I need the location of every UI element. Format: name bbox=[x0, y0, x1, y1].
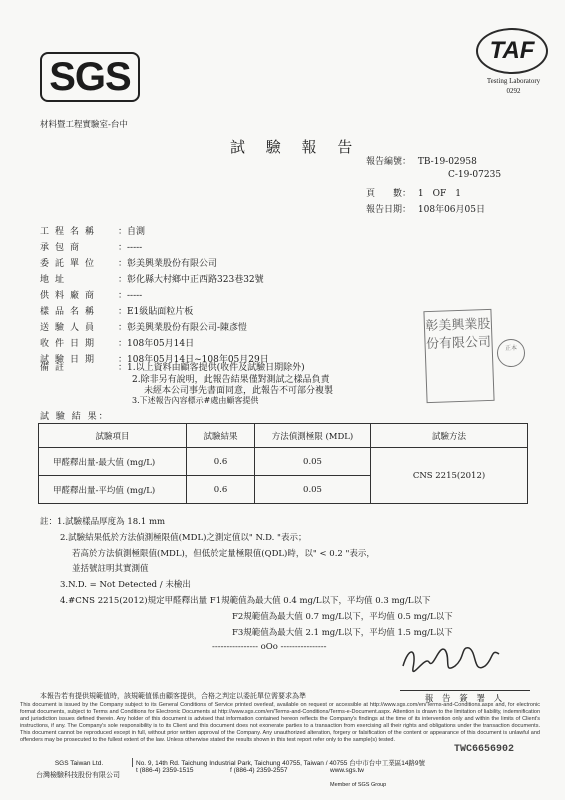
original-stamp: 正本 bbox=[497, 339, 525, 367]
field-value: ----- bbox=[127, 291, 143, 301]
field-value: ----- bbox=[127, 243, 143, 253]
field-label: 收件日期 bbox=[40, 339, 101, 349]
taf-logo: TAF bbox=[476, 28, 548, 74]
field-sample-name: 樣品名稱 ：E1級貼面粒片板 bbox=[40, 304, 193, 317]
cell-mdl: 0.05 bbox=[255, 476, 371, 504]
taf-caption-text: Testing Laboratory bbox=[486, 77, 541, 85]
field-label: 地址 bbox=[40, 275, 71, 285]
field-client: 委託單位 ：彰美興業股份有限公司 bbox=[40, 256, 217, 269]
page-count-value: 1 OF 1 bbox=[417, 189, 461, 199]
field-value: 自測 bbox=[127, 227, 146, 237]
field-value: 1.以上資料由顧客提供(收件及試驗日期除外) bbox=[127, 363, 305, 373]
field-remarks: 備註 ：1.以上資料由顧客提供(收件及試驗日期除外) bbox=[40, 360, 305, 373]
cell-result: 0.6 bbox=[187, 448, 255, 476]
spec-disclaimer: 本報告若有提供規範值時，該規範值係由顧客提供，合格之判定以委託單位需要求為準 bbox=[40, 692, 306, 700]
document-title: 試 驗 報 告 bbox=[230, 138, 361, 156]
report-number-2-value: C-19-07235 bbox=[448, 170, 502, 180]
col-header-result: 試驗結果 bbox=[187, 424, 255, 448]
field-address: 地址 ：彰化縣大村鄉中正西路323巷32號 bbox=[40, 272, 264, 285]
report-date-label: 報告日期 bbox=[366, 205, 403, 215]
note-line: 註：1.試驗樣品厚度為 18.1 mm bbox=[40, 517, 166, 527]
handwritten-signature bbox=[395, 636, 515, 686]
note-line: F2規範值為最大值 0.7 mg/L以下，平均值 0.5 mg/L以下 bbox=[232, 612, 453, 622]
field-value: 彰美興業股份有限公司 bbox=[127, 259, 218, 269]
cell-mdl: 0.05 bbox=[255, 448, 371, 476]
remark-line-3 bbox=[132, 395, 258, 406]
company-address: No. 9, 14th Rd. Taichung Industrial Park, Taichung 40755, Taiwan / 40755 台中市台中工業區14路9號 bbox=[132, 758, 425, 767]
note-line: 並括號註明其實測值 bbox=[72, 564, 149, 574]
field-contractor: 承包商 ：----- bbox=[40, 240, 142, 253]
remark-line-3-text: 3.下述報告內容標示#處由顧客提供 bbox=[132, 396, 259, 405]
cell-result: 0.6 bbox=[187, 476, 255, 504]
field-supplier: 供料廠商 ：----- bbox=[40, 288, 142, 301]
member-of-sgs: Member of SGS Group bbox=[330, 782, 387, 788]
company-name-en: SGS Taiwan Ltd. bbox=[54, 760, 104, 767]
taf-number: 0292 bbox=[506, 87, 521, 95]
company-chop-stamp: 彰美興業股份有限公司 bbox=[423, 309, 494, 403]
note-line: 3.N.D. = Not Detected / 未檢出 bbox=[60, 580, 191, 590]
results-table bbox=[38, 423, 528, 504]
field-value: 108年05月14日~108年05月29日 bbox=[127, 355, 269, 365]
page-count-label: 頁 數 bbox=[366, 189, 403, 199]
report-date-value: 108年06月05日 bbox=[417, 205, 485, 215]
table-row bbox=[39, 448, 528, 476]
field-label: 供料廠商 bbox=[40, 291, 101, 301]
lab-name: 材料暨工程實驗室-台中 bbox=[40, 120, 128, 130]
note-line: 4.#CNS 2215(2012)規定甲醛釋出量 F1規範值為最大值 0.4 mg/L以下，平均值 0.3 mg/L以下 bbox=[60, 596, 431, 606]
report-number-label: 報告編號 bbox=[366, 157, 403, 167]
field-value: E1級貼面粒片板 bbox=[127, 307, 194, 317]
note-line: F3規範值為最大值 2.1 mg/L以下，平均值 1.5 mg/L以下 bbox=[232, 628, 453, 638]
field-value: 彰化縣大村鄉中正西路323巷32號 bbox=[127, 275, 264, 285]
col-header-mdl: 方法偵測極限 (MDL) bbox=[255, 424, 371, 448]
field-project-name: 工程名稱 ：自測 bbox=[40, 224, 145, 237]
results-heading-text: 試 驗 結 果： bbox=[40, 412, 110, 422]
report-number: 報告編號： TB-19-02958 bbox=[366, 157, 477, 167]
field-label: 委託單位 bbox=[40, 259, 101, 269]
page-count: 頁 數： 1 OF 1 bbox=[366, 189, 461, 199]
field-label: 工程名稱 bbox=[40, 227, 101, 237]
report-number-2 bbox=[448, 170, 501, 180]
field-submitter: 送驗人員 ：彰美興業股份有限公司-陳彥愷 bbox=[40, 320, 247, 333]
field-received-date: 收件日期 ：108年05月14日 bbox=[40, 336, 194, 349]
taf-caption bbox=[466, 76, 561, 96]
field-label: 備註 bbox=[40, 363, 71, 373]
col-header-method: 試驗方法 bbox=[371, 424, 528, 448]
signer-label: 報 告 簽 署 人 bbox=[400, 690, 530, 704]
field-label: 樣品名稱 bbox=[40, 307, 101, 317]
remark-line: 2.除非另有說明，此報告結果僅對測試之樣品負責 bbox=[132, 375, 330, 385]
col-header-item: 試驗項目 bbox=[39, 424, 187, 448]
cell-method: CNS 2215(2012) bbox=[371, 448, 528, 504]
remark-line: 未經本公司事先書面同意，此報告不可部分複製 bbox=[144, 386, 334, 396]
legal-footer: This document is issued by the Company subject to its General Conditions of Service printed overleaf, available on request or accessible at http://www.sgs.com/en/Terms-and-Conditions.aspx and, for electronic format documents, subject to Terms and Conditions for Electronic Documents at http://www.sgs.com/en/Terms-and-Conditions/Terms-e-Document.aspx. Attention is drawn to the limitation of liability, indemnification and jurisdiction issues defined therein. Any holder of this document is advised that information contained hereon reflects the Company's findings at the time of its intervention only and within the limits of Client's instructions, if any. The Company's sole responsibility is to its Client and this document does not exonerate parties to a transaction from exercising all their rights and obligations under the transaction documents. This document cannot be reproduced except in full, without prior written approval of the Company. Any unauthorized alteration, forgery or falsification of the content or appearance of this document is unlawful and offenders may be prosecuted to the fullest extent of the law. Unless otherwise stated the results shown in this test report refer only to the sample(s) tested. bbox=[20, 702, 540, 743]
note-line: 2.試驗結果低於方法偵測極限值(MDL)之測定值以" N.D. "表示； bbox=[60, 533, 307, 543]
company-fax: f (886-4) 2359-2557 bbox=[230, 767, 288, 774]
company-phone: t (886-4) 2359-1515 bbox=[136, 767, 194, 774]
report-date: 報告日期： 108年06月05日 bbox=[366, 205, 485, 215]
company-web: www.sgs.tw bbox=[330, 767, 364, 774]
table-header-row bbox=[39, 424, 528, 448]
field-label: 承包商 bbox=[40, 243, 86, 253]
serial-number: TWC6656902 bbox=[454, 744, 515, 755]
field-label: 送驗人員 bbox=[40, 323, 101, 333]
field-value: 彰美興業股份有限公司-陳彥愷 bbox=[127, 323, 248, 333]
field-value: 108年05月14日 bbox=[127, 339, 195, 349]
cell-item: 甲醛釋出量-平均值 (mg/L) bbox=[39, 476, 187, 504]
field-label: 試驗日期 bbox=[40, 355, 101, 365]
cell-item: 甲醛釋出量-最大值 (mg/L) bbox=[39, 448, 187, 476]
field-test-date: 試驗日期 ：108年05月14日~108年05月29日 bbox=[40, 352, 269, 365]
note-line: 若高於方法偵測極限值(MDL)，但低於定量極限值(QDL)時，以" < 0.2 "表示， bbox=[72, 549, 375, 559]
sgs-logo: SGS bbox=[40, 52, 140, 102]
company-name-zh: 台灣檢驗科技股份有限公司 bbox=[36, 772, 120, 779]
report-number-value: TB-19-02958 bbox=[417, 157, 477, 167]
results-heading bbox=[40, 409, 110, 422]
end-mark: ---------------- oOo ---------------- bbox=[212, 642, 327, 652]
